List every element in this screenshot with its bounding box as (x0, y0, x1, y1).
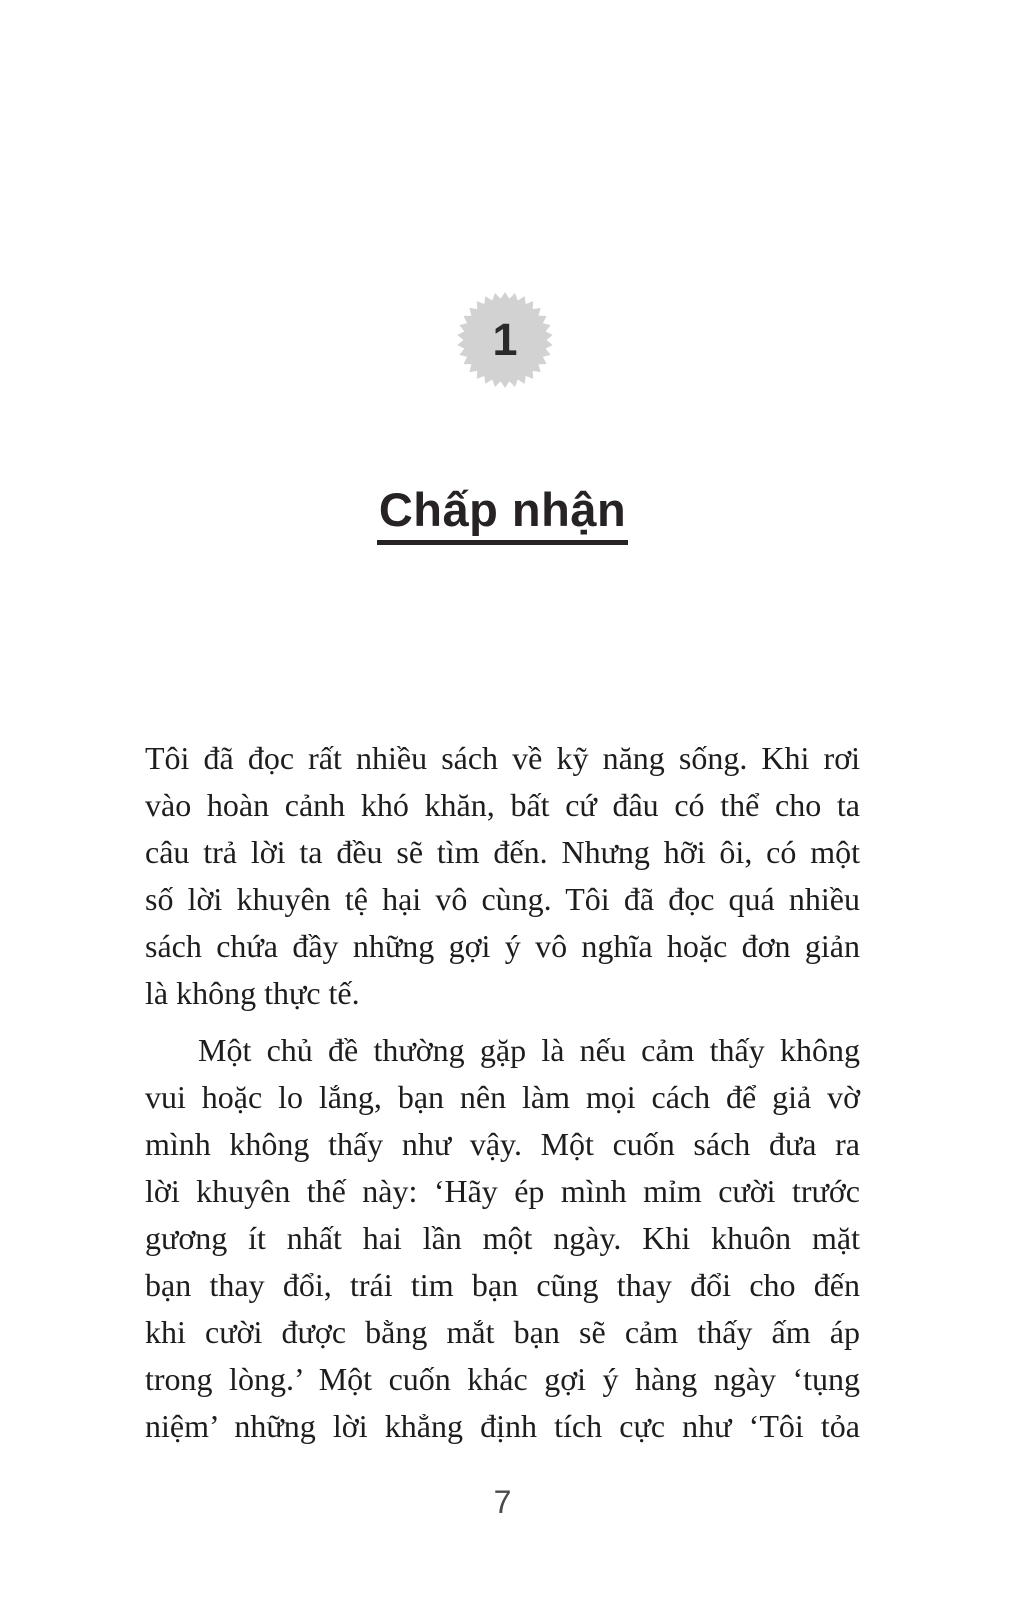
chapter-title: Chấp nhận (377, 486, 628, 545)
text-line: Tôi đã đọc rất nhiều sách về kỹ năng sống. Khi rơi (145, 740, 860, 776)
text-line: là không thực tế. (145, 975, 360, 1011)
chapter-badge (457, 292, 553, 388)
text-line: mình không thấy như vậy. Một cuốn sách đưa ra (145, 1126, 860, 1162)
text-line: bạn thay đổi, trái tim bạn cũng thay đổi cho đến (145, 1267, 860, 1303)
page-number: 7 (493, 1484, 512, 1520)
chapter-title-wrap (145, 483, 860, 545)
text-line: lời khuyên thế này: ‘Hãy ép mình mỉm cười trước (145, 1173, 860, 1209)
body-text (145, 735, 860, 1450)
chapter-number: 1 (492, 314, 518, 365)
text-line: câu trả lời ta đều sẽ tìm đến. Nhưng hỡi ôi, có một (145, 834, 860, 870)
paragraph-1 (145, 735, 860, 1017)
text-line: số lời khuyên tệ hại vô cùng. Tôi đã đọc quá nhiều (145, 881, 860, 917)
text-line: niệm’ những lời khẳng định tích cực như ‘Tôi tỏa (145, 1408, 860, 1444)
text-line: khi cười được bằng mắt bạn sẽ cảm thấy ấm áp (145, 1314, 860, 1350)
text-line: vào hoàn cảnh khó khăn, bất cứ đâu có thể cho ta (145, 787, 860, 823)
text-line: vui hoặc lo lắng, bạn nên làm mọi cách để giả vờ (145, 1079, 860, 1115)
text-line: sách chứa đầy những gợi ý vô nghĩa hoặc đơn giản (145, 928, 860, 964)
paragraph-2 (145, 1027, 860, 1450)
text-line: Một chủ đề thường gặp là nếu cảm thấy không (198, 1032, 860, 1068)
text-line: trong lòng.’ Một cuốn khác gợi ý hàng ngày ‘tụng (145, 1361, 860, 1397)
text-line: gương ít nhất hai lần một ngày. Khi khuôn mặt (145, 1220, 860, 1256)
